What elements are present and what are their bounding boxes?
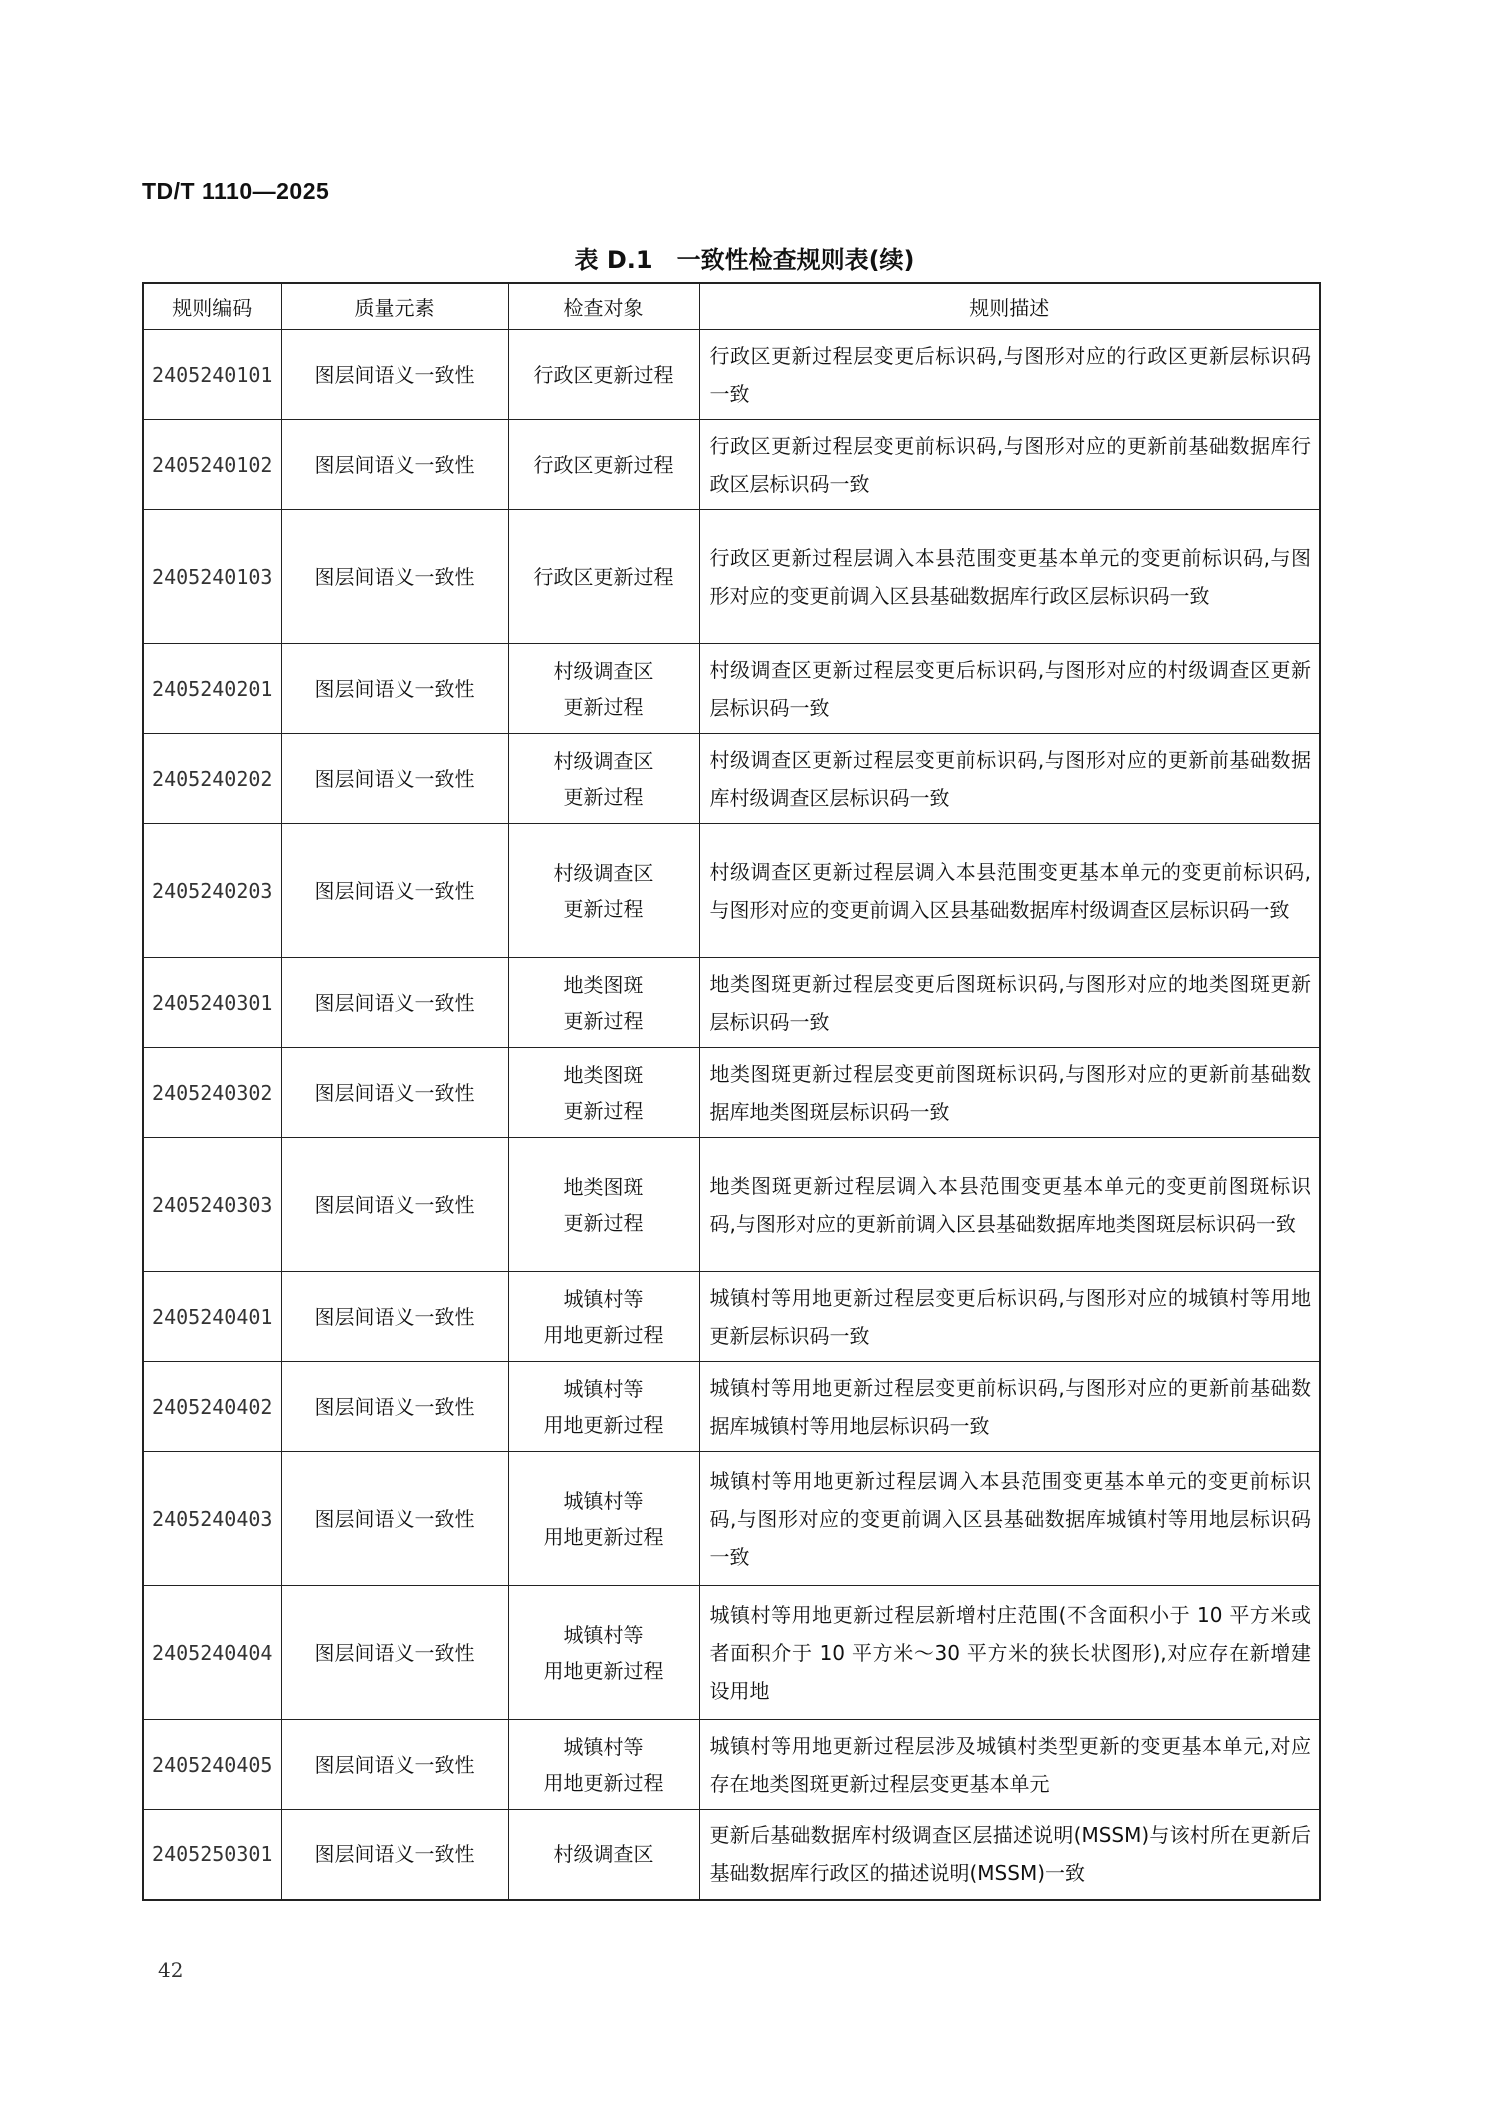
quality-element-cell: 图层间语义一致性 (281, 644, 508, 734)
rule-code-cell: 2405240303 (143, 1138, 281, 1272)
rule-code-cell: 2405240102 (143, 420, 281, 510)
quality-element-cell: 图层间语义一致性 (281, 1362, 508, 1452)
rule-description-cell: 村级调查区更新过程层变更前标识码,与图形对应的更新前基础数据库村级调查区层标识码一致 (699, 734, 1320, 824)
quality-element-cell: 图层间语义一致性 (281, 824, 508, 958)
rule-description-cell: 更新后基础数据库村级调查区层描述说明(MSSM)与该村所在更新后基础数据库行政区的描述说明(MSSM)一致 (699, 1810, 1320, 1900)
rule-description-cell: 城镇村等用地更新过程层新增村庄范围(不含面积小于 10 平方米或者面积介于 10 平方米～30 平方米的狭长状图形),对应存在新增建设用地 (699, 1586, 1320, 1720)
rule-description-cell: 行政区更新过程层调入本县范围变更基本单元的变更前标识码,与图形对应的变更前调入区县基础数据库行政区层标识码一致 (699, 510, 1320, 644)
rule-code-cell: 2405240103 (143, 510, 281, 644)
rule-description-cell: 城镇村等用地更新过程层涉及城镇村类型更新的变更基本单元,对应存在地类图斑更新过程层变更基本单元 (699, 1720, 1320, 1810)
table-title: 表 D.1 一致性检查规则表(续) (574, 246, 915, 274)
rule-code-cell: 2405240405 (143, 1720, 281, 1810)
check-object-cell: 村级调查区 更新过程 (508, 824, 699, 958)
table-row (143, 958, 1320, 1048)
column-header-element: 质量元素 (281, 283, 508, 330)
check-object-cell: 城镇村等 用地更新过程 (508, 1586, 699, 1720)
check-object-cell: 村级调查区 更新过程 (508, 644, 699, 734)
rule-code-cell: 2405240201 (143, 644, 281, 734)
quality-element-cell: 图层间语义一致性 (281, 1810, 508, 1900)
rule-code-cell: 2405250301 (143, 1810, 281, 1900)
rule-code-cell: 2405240301 (143, 958, 281, 1048)
rule-description-cell: 地类图斑更新过程层变更后图斑标识码,与图形对应的地类图斑更新层标识码一致 (699, 958, 1320, 1048)
check-object-cell: 村级调查区 更新过程 (508, 734, 699, 824)
quality-element-cell: 图层间语义一致性 (281, 734, 508, 824)
table-row (143, 330, 1320, 420)
table-row (143, 1720, 1320, 1810)
table-row (143, 510, 1320, 644)
check-object-cell: 地类图斑 更新过程 (508, 958, 699, 1048)
rule-code-cell: 2405240302 (143, 1048, 281, 1138)
rules-table (142, 282, 1321, 1901)
rule-code-cell: 2405240203 (143, 824, 281, 958)
rule-code-cell: 2405240404 (143, 1586, 281, 1720)
check-object-cell: 行政区更新过程 (508, 330, 699, 420)
check-object-cell: 城镇村等 用地更新过程 (508, 1362, 699, 1452)
table-row (143, 420, 1320, 510)
table-row (143, 824, 1320, 958)
page-number: 42 (158, 1958, 184, 1982)
column-header-code: 规则编码 (143, 283, 281, 330)
rule-description-cell: 村级调查区更新过程层变更后标识码,与图形对应的村级调查区更新层标识码一致 (699, 644, 1320, 734)
check-object-cell: 城镇村等 用地更新过程 (508, 1720, 699, 1810)
table-header-row (143, 283, 1320, 330)
quality-element-cell: 图层间语义一致性 (281, 1452, 508, 1586)
table-body (143, 330, 1320, 1900)
rule-description-cell: 村级调查区更新过程层调入本县范围变更基本单元的变更前标识码,与图形对应的变更前调入区县基础数据库村级调查区层标识码一致 (699, 824, 1320, 958)
rule-description-cell: 城镇村等用地更新过程层变更前标识码,与图形对应的更新前基础数据库城镇村等用地层标识码一致 (699, 1362, 1320, 1452)
table-row (143, 1138, 1320, 1272)
table-row (143, 644, 1320, 734)
quality-element-cell: 图层间语义一致性 (281, 510, 508, 644)
check-object-cell: 地类图斑 更新过程 (508, 1048, 699, 1138)
quality-element-cell: 图层间语义一致性 (281, 420, 508, 510)
check-object-cell: 地类图斑 更新过程 (508, 1138, 699, 1272)
rule-description-cell: 地类图斑更新过程层变更前图斑标识码,与图形对应的更新前基础数据库地类图斑层标识码一致 (699, 1048, 1320, 1138)
rule-description-cell: 行政区更新过程层变更后标识码,与图形对应的行政区更新层标识码一致 (699, 330, 1320, 420)
quality-element-cell: 图层间语义一致性 (281, 1048, 508, 1138)
rule-code-cell: 2405240402 (143, 1362, 281, 1452)
rule-code-cell: 2405240202 (143, 734, 281, 824)
check-object-cell: 行政区更新过程 (508, 510, 699, 644)
quality-element-cell: 图层间语义一致性 (281, 1138, 508, 1272)
rule-code-cell: 2405240101 (143, 330, 281, 420)
document-code: TD/T 1110—2025 (142, 178, 330, 204)
table-row (143, 1048, 1320, 1138)
check-object-cell: 城镇村等 用地更新过程 (508, 1272, 699, 1362)
quality-element-cell: 图层间语义一致性 (281, 1272, 508, 1362)
quality-element-cell: 图层间语义一致性 (281, 958, 508, 1048)
table-row (143, 1272, 1320, 1362)
table-row (143, 1586, 1320, 1720)
rule-description-cell: 城镇村等用地更新过程层变更后标识码,与图形对应的城镇村等用地更新层标识码一致 (699, 1272, 1320, 1362)
quality-element-cell: 图层间语义一致性 (281, 1586, 508, 1720)
rule-description-cell: 城镇村等用地更新过程层调入本县范围变更基本单元的变更前标识码,与图形对应的变更前调入区县基础数据库城镇村等用地层标识码一致 (699, 1452, 1320, 1586)
column-header-description: 规则描述 (699, 283, 1320, 330)
table-row (143, 1810, 1320, 1900)
quality-element-cell: 图层间语义一致性 (281, 330, 508, 420)
table-row (143, 1362, 1320, 1452)
table-row (143, 1452, 1320, 1586)
rule-description-cell: 行政区更新过程层变更前标识码,与图形对应的更新前基础数据库行政区层标识码一致 (699, 420, 1320, 510)
quality-element-cell: 图层间语义一致性 (281, 1720, 508, 1810)
check-object-cell: 行政区更新过程 (508, 420, 699, 510)
rule-code-cell: 2405240403 (143, 1452, 281, 1586)
rule-code-cell: 2405240401 (143, 1272, 281, 1362)
rule-description-cell: 地类图斑更新过程层调入本县范围变更基本单元的变更前图斑标识码,与图形对应的更新前调入区县基础数据库地类图斑层标识码一致 (699, 1138, 1320, 1272)
check-object-cell: 城镇村等 用地更新过程 (508, 1452, 699, 1586)
check-object-cell: 村级调查区 (508, 1810, 699, 1900)
table-row (143, 734, 1320, 824)
column-header-object: 检查对象 (508, 283, 699, 330)
